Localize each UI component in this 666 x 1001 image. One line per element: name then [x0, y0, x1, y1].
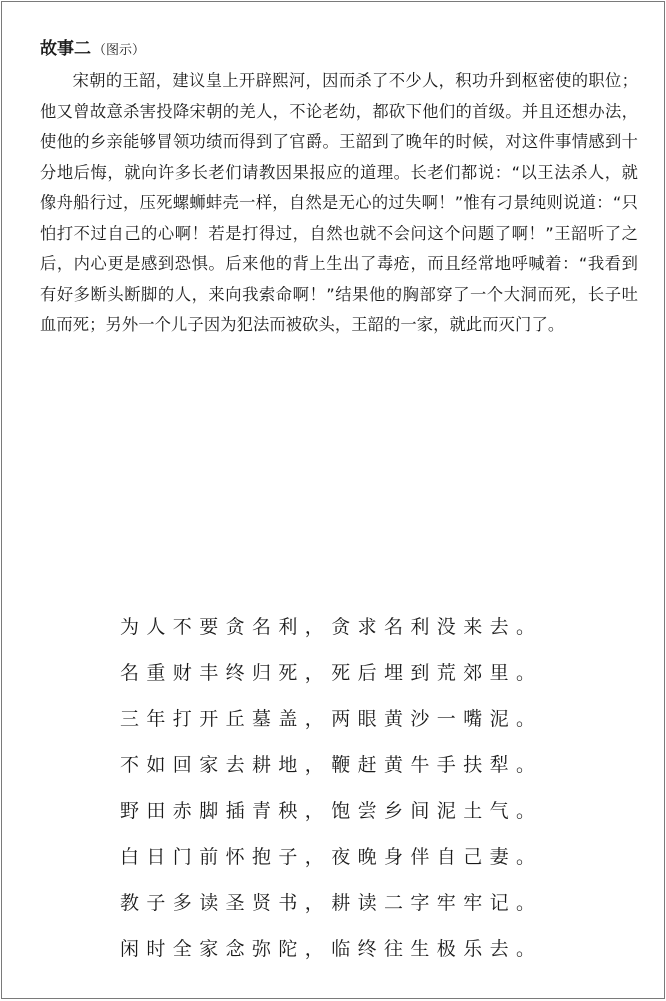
poem — [120, 604, 590, 972]
poem-line: 教子多读圣贤书，耕读二字牢牢记。 — [120, 892, 543, 914]
page — [1, 1, 665, 999]
story-subtitle: （图示） — [93, 43, 146, 58]
story-body: 宋朝的王韶，建议皇上开辟熙河，因而杀了不少人，积功升到枢密使的职位；他又曾故意杀害投降宋朝的羌人，不论老幼，都砍下他们的首级。并且还想办法，使他的乡亲能够冒领功绩而得到了官爵。王韶到了晚年的时候，对这件事情感到十分地后悔，就向许多长老们请教因果报应的道理。长老们都说：“以王法杀人，就像舟船行过，压死螺蛳蚌壳一样，自然是无心的过失啊！”惟有刁景纯则说道：“只怕打不过自己的心啊！若是打得过，自然也就不会问这个问题了啊！”王韶听了之后，内心更是感到恐惧。后来他的背上生出了毒疮，而且经常地呼喊着：“我看到有好多断头断脚的人，来向我索命啊！”结果他的胸部穿了一个大洞而死，长子吐血而死；另外一个儿子因为犯法而被砍头，王韶的一家，就此而灭门了。 — [40, 71, 638, 334]
poem-line: 三年打开丘墓盖，两眼黄沙一嘴泥。 — [120, 708, 543, 730]
poem-line: 不如回家去耕地，鞭赶黄牛手扶犁。 — [120, 754, 543, 776]
story-title: 故事二 — [40, 39, 91, 59]
poem-line: 白日门前怀抱子，夜晚身伴自己妻。 — [120, 846, 543, 868]
poem-line: 为人不要贪名利，贪求名利没来去。 — [120, 616, 543, 638]
poem-line: 野田赤脚插青秧，饱尝乡间泥土气。 — [120, 800, 543, 822]
story-section — [40, 32, 638, 341]
story-heading — [40, 32, 638, 66]
poem-line: 闲时全家念弥陀，临终往生极乐去。 — [120, 938, 543, 960]
poem-line: 名重财丰终归死，死后埋到荒郊里。 — [120, 662, 543, 684]
